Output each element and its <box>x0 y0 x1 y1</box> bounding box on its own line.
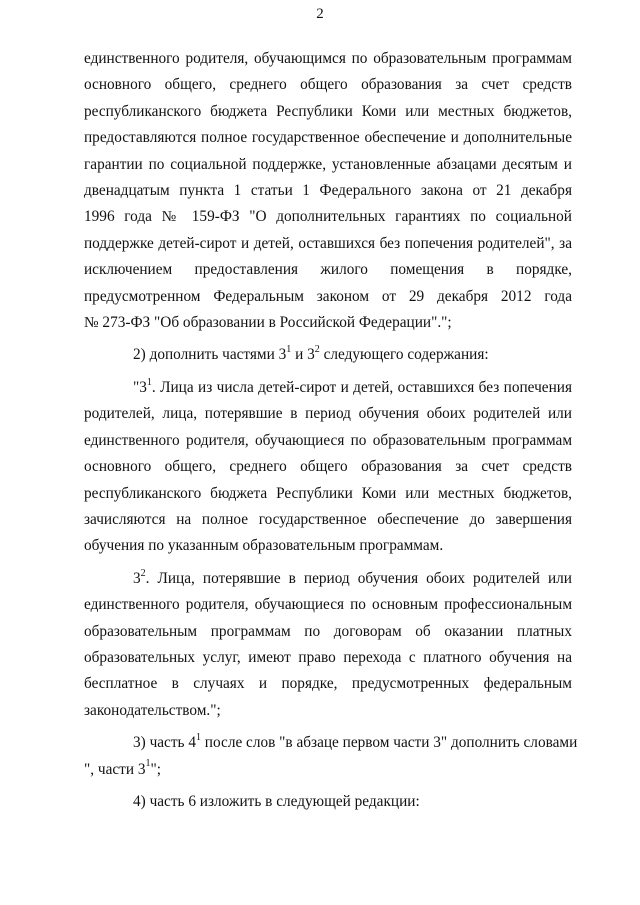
superscript: 1 <box>286 344 292 356</box>
page-number: 2 <box>316 6 324 22</box>
text-segment: 3 <box>133 569 141 587</box>
text-segment: следующего содержания: <box>319 346 489 364</box>
text-line: предоставляются полное государственное обеспечение и дополнительные <box>84 129 572 147</box>
text-line: исключением предоставления жилого помещения в порядке, <box>84 261 572 279</box>
text-segment: 2) дополнить частями 3 <box>133 346 287 364</box>
text-segment: и 3 <box>291 346 315 364</box>
text-line: законодательством."; <box>84 701 221 719</box>
text-line: основного общего, среднего общего образования за счет средств <box>84 458 572 476</box>
text-segment: ", части 3 <box>84 760 146 778</box>
text-line: № 273-ФЗ "Об образовании в Российской Федерации"."; <box>84 314 452 332</box>
text-line: республиканского бюджета Республики Коми или местных бюджетов, <box>84 102 572 120</box>
text-line: основного общего, среднего общего образования за счет средств <box>84 76 572 94</box>
document-body <box>84 46 578 815</box>
text-line: поддержке детей-сирот и детей, оставшихся без попечения родителей", за <box>84 234 572 252</box>
text-line: зачисляются на полное государственное обеспечение до завершения <box>84 510 572 528</box>
text-line: единственного родителя, обучающиеся по образовательным программам <box>84 431 572 449</box>
text-line: образовательных услуг, имеют право перехода с платного обучения на <box>84 648 572 666</box>
text-line: родителей, лица, потерявшие в период обучения обоих родителей или <box>84 405 572 423</box>
text-line <box>84 730 578 756</box>
text-line: обучения по указанным образовательным программам. <box>84 537 444 555</box>
text-line: 1996 года № 159-ФЗ "О дополнительных гарантиях по социальной <box>84 208 572 226</box>
text-line <box>84 566 572 592</box>
text-line: гарантии по социальной поддержке, установленные абзацами десятым и <box>84 155 572 173</box>
text-line: двенадцатым пункта 1 статьи 1 Федерального закона от 21 декабря <box>84 182 572 200</box>
text-line <box>84 375 572 401</box>
superscript: 2 <box>314 344 320 356</box>
text-line: единственного родителя, обучающимся по образовательным программам <box>84 50 572 67</box>
text-line: предусмотренном Федеральным законом от 29 декабря 2012 года <box>84 287 572 305</box>
text-line: 4) часть 6 изложить в следующей редакции: <box>133 792 420 810</box>
superscript: 1 <box>145 758 151 770</box>
text-segment: 3) часть 4 <box>133 734 196 752</box>
text-segment: "; <box>150 760 162 778</box>
text-line <box>84 757 572 783</box>
text-line: образовательным программам по договорам об оказании платных <box>84 622 572 640</box>
text-line <box>84 342 572 368</box>
text-line: бесплатное в случаях и порядке, предусмотренных федеральным <box>84 675 572 693</box>
superscript: 1 <box>195 732 201 744</box>
text-segment: . Лица из числа детей-сирот и детей, оставшихся без попечения <box>151 378 572 396</box>
text-segment: после слов "в абзаце первом части 3" дополнить словами <box>200 734 578 752</box>
text-segment: "3 <box>133 378 147 396</box>
text-line: единственного родителя, обучающиеся по основным профессиональным <box>84 596 572 614</box>
text-segment: . Лица, потерявшие в период обучения обоих родителей или <box>145 569 572 587</box>
superscript: 1 <box>146 376 152 388</box>
superscript: 2 <box>140 567 146 579</box>
text-line: республиканского бюджета Республики Коми или местных бюджетов, <box>84 484 572 502</box>
